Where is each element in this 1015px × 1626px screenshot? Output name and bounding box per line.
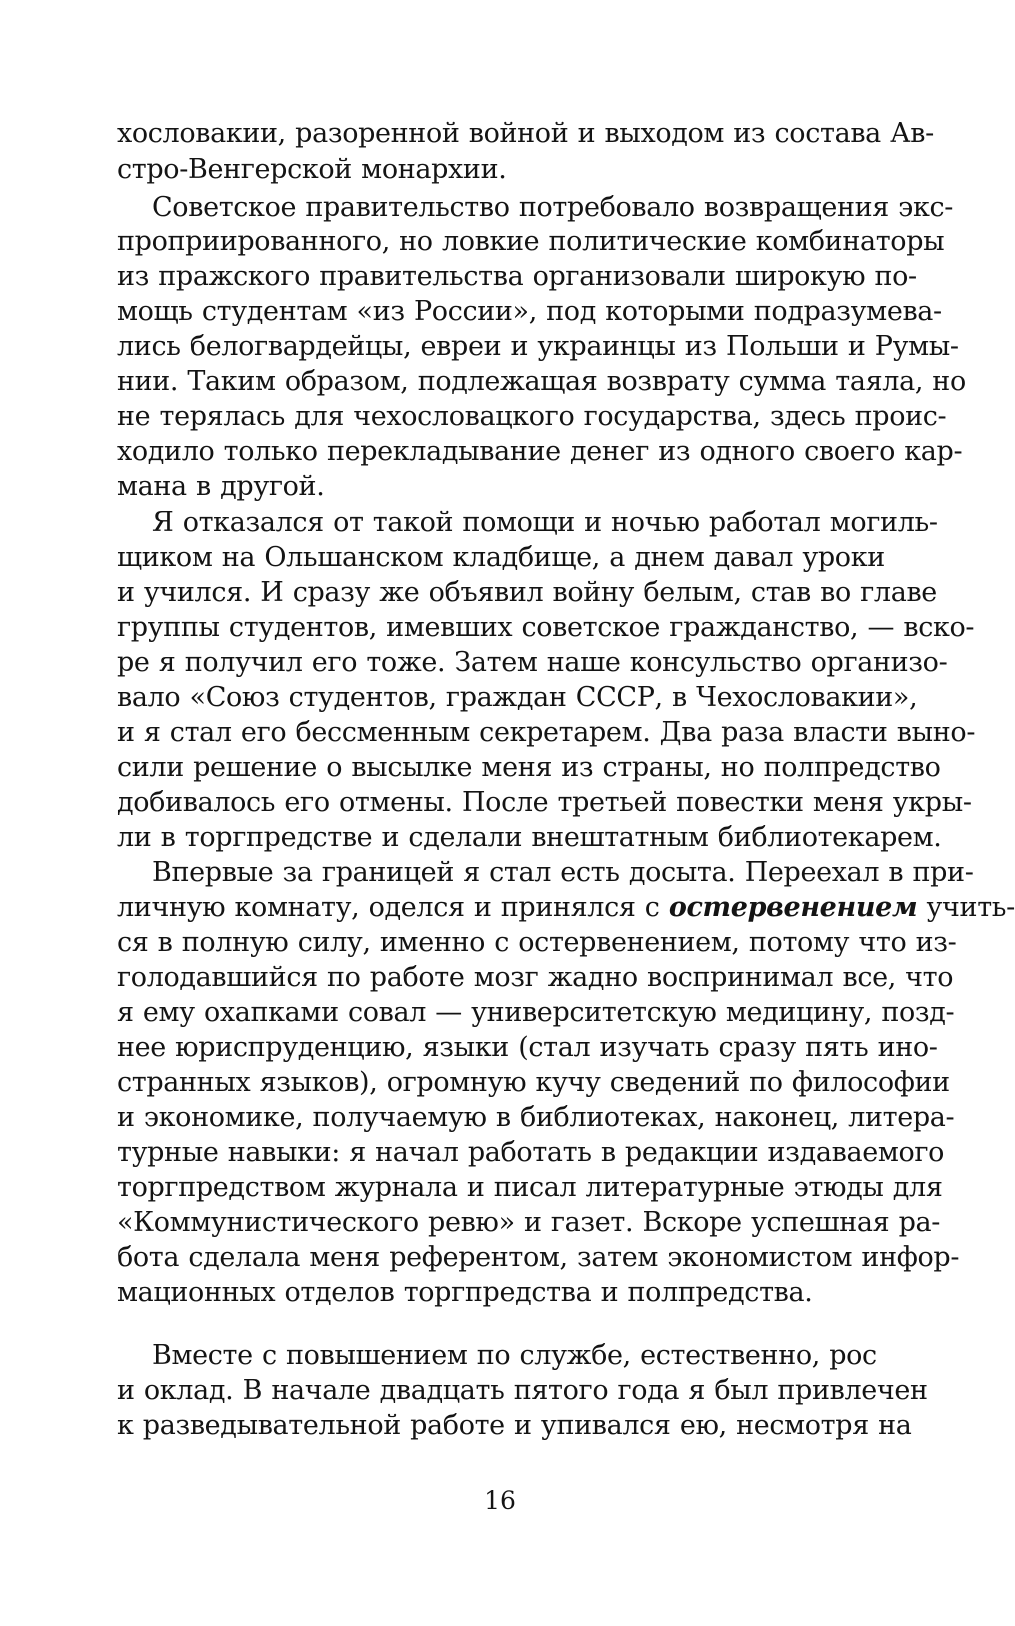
text-line: и учился. И сразу же объявил войну белым, став во главе — [117, 577, 937, 608]
text-line: странных языков), огромную кучу сведений по философии — [117, 1067, 950, 1098]
text-line: торгпредством журнала и писал литературные этюды для — [117, 1172, 943, 1203]
text-line: к разведывательной работе и упивался ею, несмотря на — [117, 1410, 912, 1441]
text-line: Впервые за границей я стал есть досыта. Переехал в при- — [152, 857, 974, 888]
text-line: щиком на Ольшанском кладбище, а днем давал уроки — [117, 542, 885, 573]
text-line: группы студентов, имевших советское гражданство, — вско- — [117, 612, 975, 643]
text-line: нее юриспруденцию, языки (стал изучать сразу пять ино- — [117, 1032, 938, 1063]
text-line: проприированного, но ловкие политические комбинаторы — [117, 226, 945, 257]
text-line: мационных отделов торгпредства и полпредства. — [117, 1277, 813, 1308]
text-line: бота сделала меня референтом, затем экономистом инфор- — [117, 1242, 960, 1273]
text-line: ходило только перекладывание денег из одного своего кар- — [117, 436, 963, 467]
text-line: из пражского правительства организовали широкую по- — [117, 261, 917, 292]
text-line: я ему охапками совал — университетскую медицину, позд- — [117, 997, 955, 1028]
text-line: мощь студентам «из России», под которыми подразумева- — [117, 296, 942, 327]
text-line: ся в полную силу, именно с остервенением, потому что из- — [117, 927, 957, 958]
text-line: Вместе с повышением по службе, естественно, рос — [152, 1340, 877, 1371]
emphasized-word: остервенением — [668, 892, 918, 923]
text-line: лись белогвардейцы, евреи и украинцы из Польши и Румы- — [117, 331, 959, 362]
text-line: не терялась для чехословацкого государства, здесь проис- — [117, 401, 947, 432]
text-line: ли в торгпредстве и сделали внештатным библиотекарем. — [117, 822, 942, 853]
text-line: голодавшийся по работе мозг жадно воспринимал все, что — [117, 962, 954, 993]
text-line: нии. Таким образом, подлежащая возврату сумма таяла, но — [117, 366, 966, 397]
text-line: стро-Венгерской монархии. — [117, 154, 507, 185]
text-line: хословакии, разоренной войной и выходом из состава Ав- — [117, 118, 934, 149]
text-line: и оклад. В начале двадцать пятого года я был привлечен — [117, 1375, 928, 1406]
text-segment: личную комнату, оделся и принялся с — [117, 892, 660, 923]
text-line: и экономике, получаемую в библиотеках, наконец, литера- — [117, 1102, 955, 1133]
text-line: вало «Союз студентов, граждан СССР, в Чехословакии», — [117, 682, 918, 713]
text-line: ре я получил его тоже. Затем наше консульство организо- — [117, 647, 948, 678]
text-segment: учить- — [926, 892, 1015, 923]
text-line: Я отказался от такой помощи и ночью работал могиль- — [152, 507, 938, 538]
text-line: добивалось его отмены. После третьей повестки меня укры- — [117, 787, 972, 818]
text-line: «Коммунистического ревю» и газет. Вскоре успешная ра- — [117, 1207, 941, 1238]
text-line: Советское правительство потребовало возвращения экс- — [152, 192, 954, 223]
page-number: 16 — [484, 1486, 516, 1515]
text-line: и я стал его бессменным секретарем. Два раза власти выно- — [117, 717, 976, 748]
text-line-with-emphasis — [117, 890, 1015, 926]
text-line: мана в другой. — [117, 471, 325, 502]
text-line: сили решение о высылке меня из страны, но полпредство — [117, 752, 941, 783]
text-line: турные навыки: я начал работать в редакции издаваемого — [117, 1137, 945, 1168]
